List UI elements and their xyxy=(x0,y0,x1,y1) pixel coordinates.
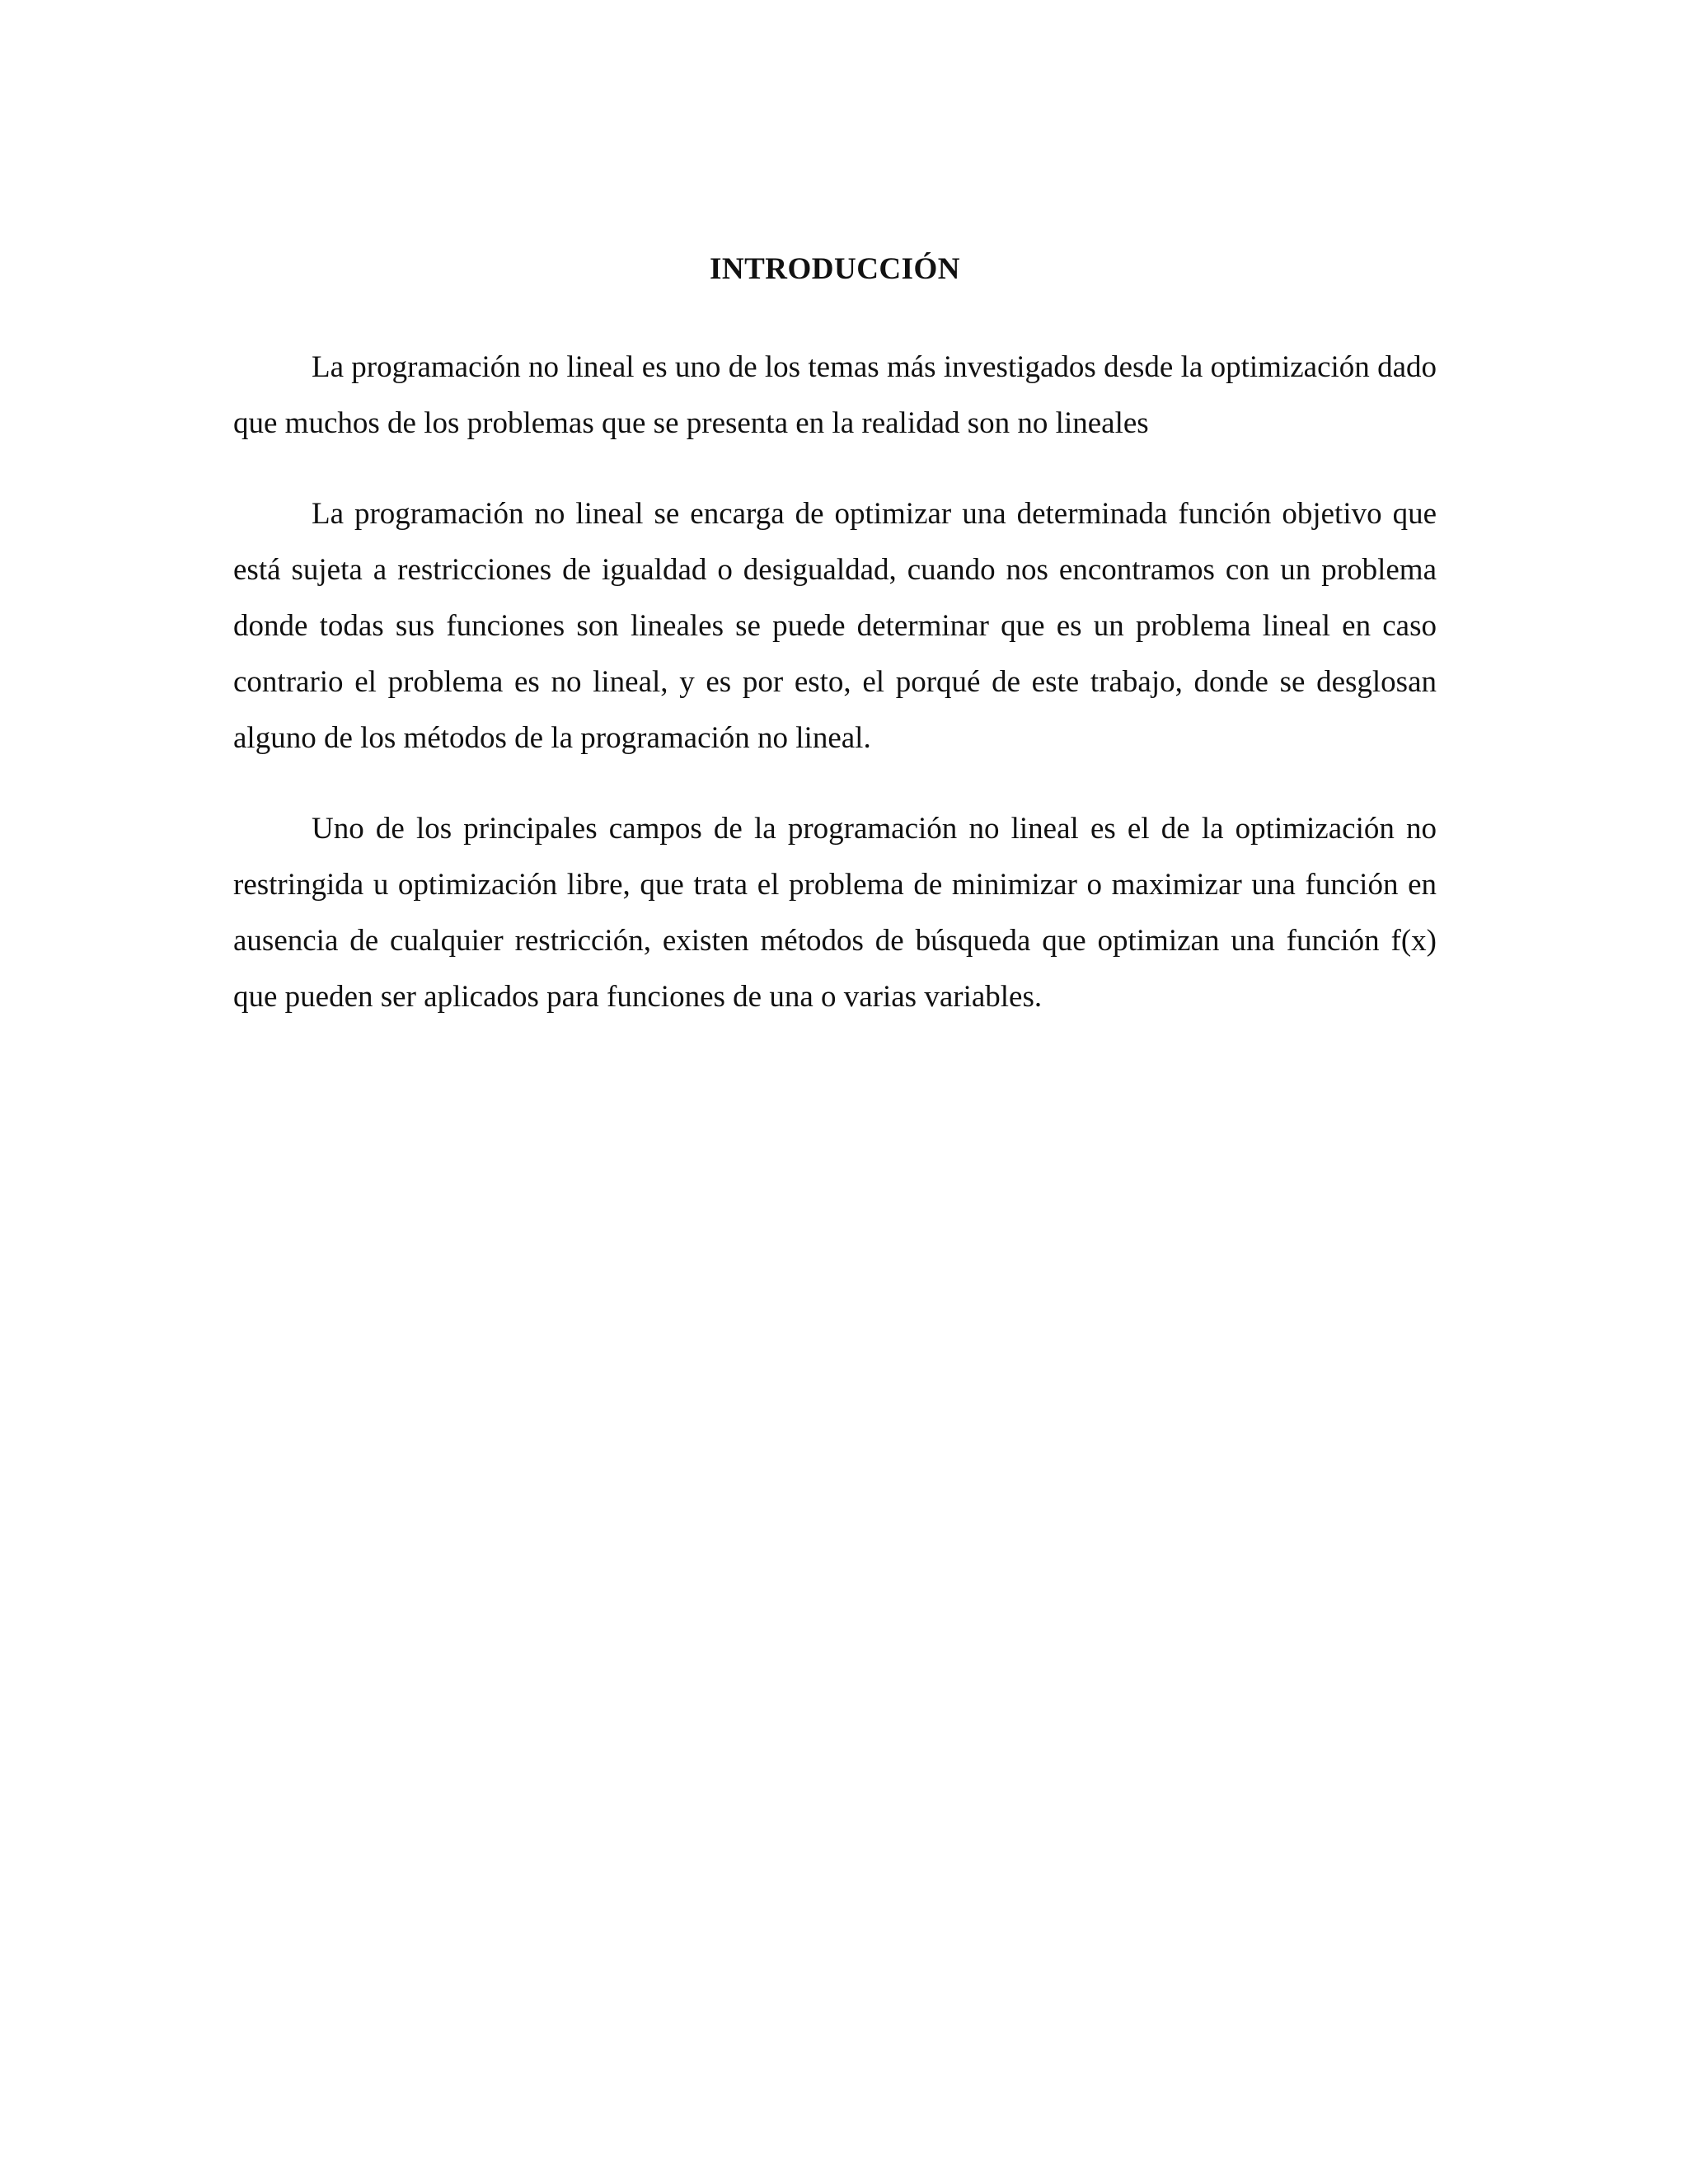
paragraph-3: Uno de los principales campos de la programación no lineal es el de la optimización no restringida u optimización libre, que trata el problema de minimizar o maximizar una función en ausencia de cualquier restricción, existen métodos de búsqueda que optimizan una función f(x) que pueden ser aplicados para funciones de una o varias variables. xyxy=(233,812,1437,1014)
page-title: INTRODUCCIÓN xyxy=(709,252,961,286)
page-content xyxy=(233,247,1437,1060)
paragraph-1: La programación no lineal es uno de los temas más investigados desde la optimización dado que muchos de los problemas que se presenta en la realidad son no lineales xyxy=(233,350,1437,440)
paragraph-2: La programación no lineal se encarga de optimizar una determinada función objetivo que está sujeta a restricciones de igualdad o desigualdad, cuando nos encontramos con un problema donde todas sus funciones son lineales se puede determinar que es un problema lineal en caso contrario el problema es no lineal, y es por esto, el porqué de este trabajo, donde se desglosan alguno de los métodos de la programación no lineal. xyxy=(233,497,1437,755)
